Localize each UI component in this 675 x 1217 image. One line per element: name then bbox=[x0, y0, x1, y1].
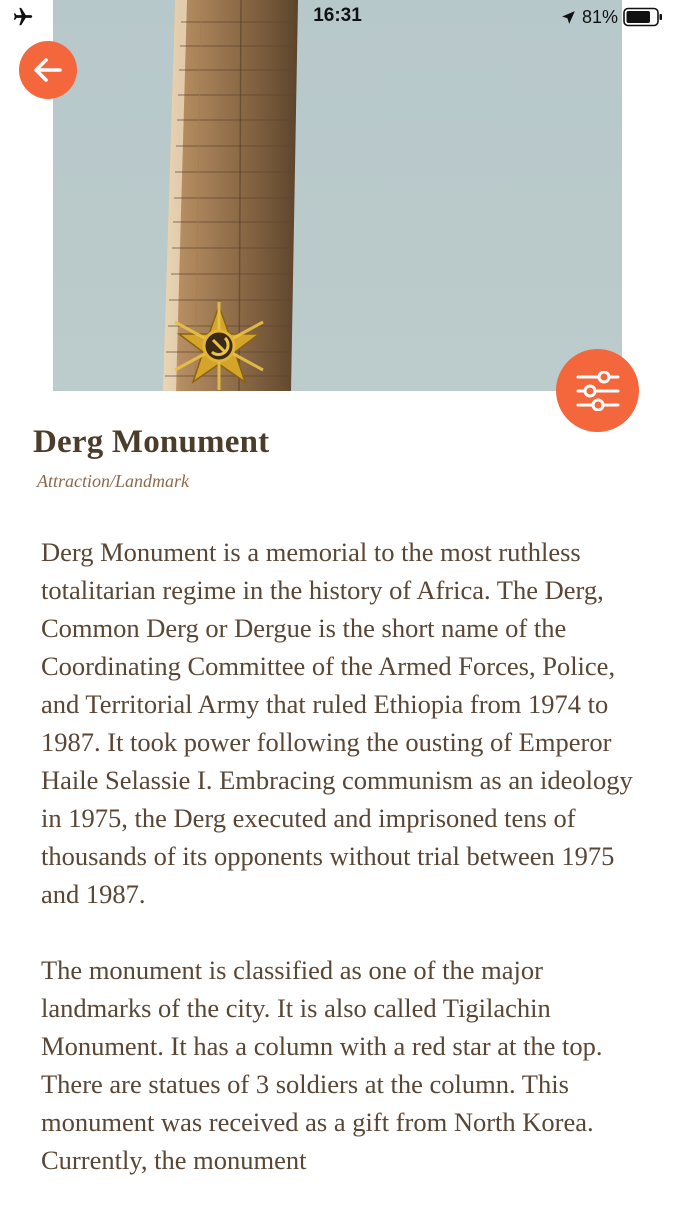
status-right bbox=[560, 5, 663, 29]
location-arrow-icon bbox=[560, 9, 577, 26]
arrow-left-icon bbox=[31, 53, 65, 87]
hero-image bbox=[53, 0, 622, 391]
status-time: 16:31 bbox=[313, 5, 362, 26]
back-button[interactable] bbox=[19, 41, 77, 99]
status-bar bbox=[0, 0, 675, 34]
place-title: Derg Monument bbox=[33, 424, 270, 460]
battery-percent: 81% bbox=[581, 6, 618, 27]
sliders-icon bbox=[576, 371, 620, 411]
battery-icon bbox=[623, 7, 663, 27]
monument-illustration bbox=[53, 0, 622, 391]
description-paragraph: Derg Monument is a memorial to the most ruthless totalitarian regime in the history of Africa. The Derg, Common Derg or Dergue is the short name of the Coordinating Committee of the Armed Forces, Police, and Territorial Army that ruled Ethiopia from 1974 to 1987. It took power following the ousting of Emperor Haile Selassie I. Embracing communism as an ideology in 1975, the Derg executed and imprisoned tens of thousands of its opponents without trial between 1975 and 1987. bbox=[41, 537, 633, 909]
description-paragraph: The monument is classified as one of the major landmarks of the city. It is also called Tigilachin Monument. It has a column with a red star at the top. There are statues of 3 soldiers at the column. This monument was received as a gift from North Korea. Currently, the monument bbox=[41, 955, 603, 1175]
place-category: Attraction/Landmark bbox=[37, 471, 189, 491]
filter-button[interactable] bbox=[556, 349, 639, 432]
description-text bbox=[41, 533, 641, 1217]
